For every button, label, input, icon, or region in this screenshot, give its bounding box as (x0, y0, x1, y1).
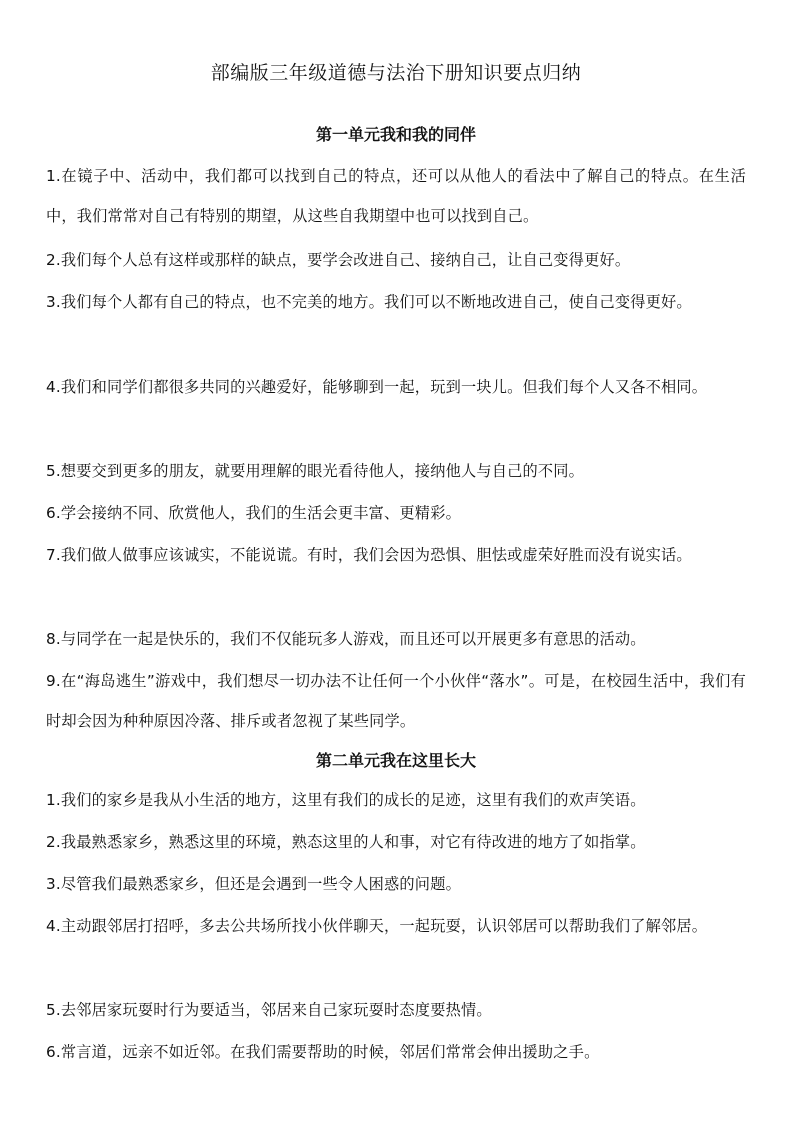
paragraph-2-4: 4.主动跟邻居打招呼，多去公共场所找小伙伴聊天，一起玩耍，认识邻居可以帮助我们了解邻居。 (46, 917, 708, 935)
paragraph-1-4: 4.我们和同学们都很多共同的兴趣爱好，能够聊到一起，玩到一块儿。但我们每个人又各不相同。 (46, 378, 708, 396)
document-title: 部编版三年级道德与法治下册知识要点归纳 (210, 62, 582, 84)
paragraph-1-1: 1.在镜子中、活动中，我们都可以找到自己的特点，还可以从他人的看法中了解自己的特点。在生活中，我们常常对自己有特别的期望，从这些自我期望中也可以找到自己。 (46, 167, 746, 225)
paragraph-1-6: 6.学会接纳不同、欣赏他人，我们的生活会更丰富、更精彩。 (46, 504, 461, 522)
paragraph-2-1: 1.我们的家乡是我从小生活的地方，这里有我们的成长的足迹，这里有我们的欢声笑语。 (46, 791, 646, 809)
paragraph-2-3: 3.尽管我们最熟悉家乡，但还是会遇到一些令人困惑的问题。 (46, 875, 461, 893)
section-heading-unit-2: 第二单元我在这里长大 (315, 751, 476, 770)
section-heading-unit-1: 第一单元我和我的同伴 (315, 125, 476, 144)
paragraph-1-5: 5.想要交到更多的朋友，就要用理解的眼光看待他人，接纳他人与自己的不同。 (46, 462, 585, 480)
paragraph-2-5: 5.去邻居家玩耍时行为要适当，邻居来自己家玩耍时态度要热情。 (46, 1001, 492, 1019)
paragraph-1-7: 7.我们做人做事应该诚实，不能说谎。有时，我们会因为恐惧、胆怯或虚荣好胜而没有说实话。 (46, 546, 692, 564)
paragraph-2-2: 2.我最熟悉家乡，熟悉这里的环境，熟态这里的人和事，对它有待改进的地方了如指掌。 (46, 833, 646, 851)
paragraph-1-9: 9.在“海岛逃生”游戏中，我们想尽一切办法不让任何一个小伙伴“落水”。可是，在校园生活中，我们有时却会因为种种原因冷落、排斥或者忽视了某些同学。 (46, 672, 746, 730)
paragraph-1-2: 2.我们每个人总有这样或那样的缺点，要学会改进自己、接纳自己，让自己变得更好。 (46, 251, 631, 269)
paragraph-2-6: 6.常言道，远亲不如近邻。在我们需要帮助的时候，邻居们常常会伸出援助之手。 (46, 1043, 600, 1061)
paragraph-1-3: 3.我们每个人都有自己的特点，也不完美的地方。我们可以不断地改进自己，使自己变得更好。 (46, 293, 692, 311)
paragraph-1-8: 8.与同学在一起是快乐的，我们不仅能玩多人游戏，而且还可以开展更多有意思的活动。 (46, 630, 646, 648)
